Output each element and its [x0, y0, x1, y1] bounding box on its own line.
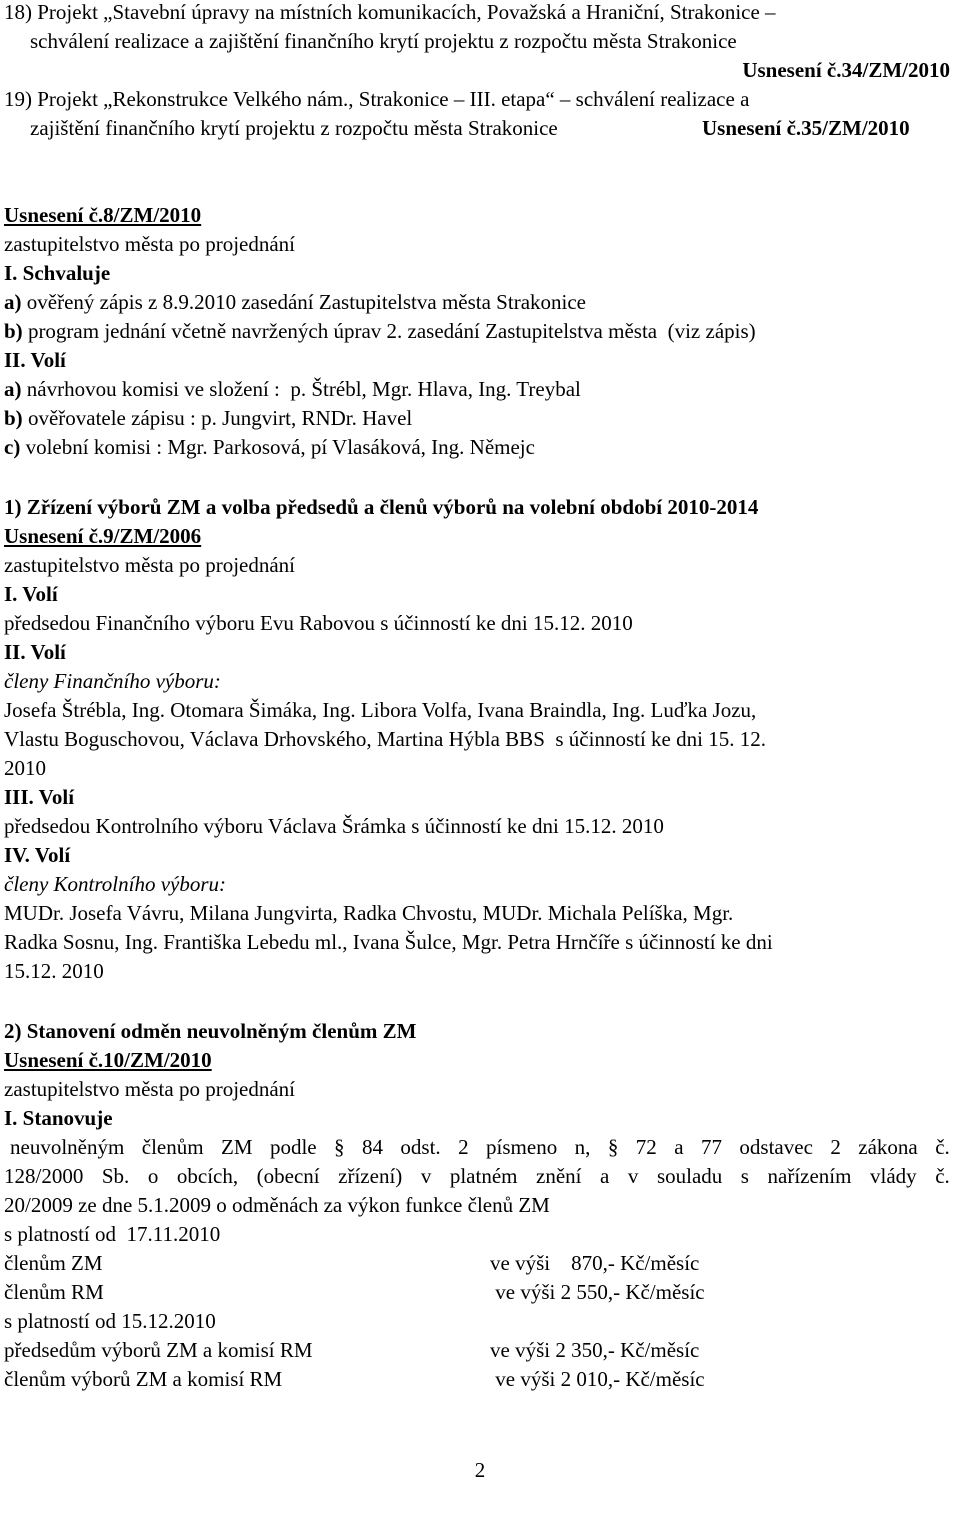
sec2-p1-word: §: [334, 1135, 345, 1159]
sec2-p2-word: platném: [449, 1164, 518, 1188]
sec2-p2-word: (obecní: [256, 1164, 320, 1188]
item18-line2: schválení realizace a zajištění finančního krytí projektu z rozpočtu města Strakonice: [30, 29, 737, 53]
sec1-text-i: předsedou Finančního výboru Evu Rabovou s účinností ke dni 15.12. 2010: [4, 611, 633, 635]
sec2-p2-word: nařízením: [767, 1164, 852, 1188]
res8-commission-c-label: c): [4, 435, 21, 459]
item19-line2: zajištění finančního krytí projektu z rozpočtu města Strakonice: [30, 116, 558, 140]
sec2-intro: zastupitelstvo města po projednání: [4, 1077, 296, 1101]
sec1-heading: 1) Zřízení výborů ZM a volba předsedů a členů výborů na volební období 2010-2014: [4, 495, 759, 519]
item19-line1: 19) Projekt „Rekonstrukce Velkého nám., Strakonice – III. etapa“ – schválení realizace a: [4, 87, 750, 111]
item18-line1: 18) Projekt „Stavební úpravy na místních komunikacích, Považská a Hraniční, Strakonice –: [4, 0, 776, 24]
sec2-p1-word: n,: [574, 1135, 591, 1159]
sec2-heading: 2) Stanovení odměn neuvolněným členům ZM: [4, 1019, 417, 1043]
sec1-text-iii: předsedou Kontrolního výboru Václava Šrámka s účinností ke dni 15.12. 2010: [4, 814, 664, 838]
sec2-row-zm-label: členům ZM: [4, 1251, 103, 1275]
sec2-row-zm: [4, 1251, 103, 1275]
sec1-heading-ii: II. Volí: [4, 640, 66, 664]
sec1-heading-iv: IV. Volí: [4, 843, 71, 867]
sec2-p1-word: ZM: [221, 1135, 253, 1159]
res8-item-b: [4, 319, 756, 343]
res8-commission-a-label: a): [4, 377, 22, 401]
sec1-resolution: Usnesení č.9/ZM/2006: [4, 524, 202, 548]
res8-item-a-text: ověřený zápis z 8.9.2010 zasedání Zastupitelstva města Strakonice: [21, 290, 586, 314]
sec2-row-rm-label: členům RM: [4, 1280, 104, 1304]
res8-commission-c-text: volební komisi : Mgr. Parkosová, pí Vlasáková, Ing. Němejc: [20, 435, 535, 459]
sec2-p1-word: podle: [269, 1135, 317, 1159]
sec1-text-iv-line3: 15.12. 2010: [4, 959, 104, 983]
res8-heading-voli: II. Volí: [4, 348, 66, 372]
sec2-p2-word: znění: [536, 1164, 582, 1188]
sec2-p2-word: a: [600, 1164, 610, 1188]
sec2-paragraph-line2: [4, 1164, 950, 1188]
sec1-intro: zastupitelstvo města po projednání: [4, 553, 296, 577]
sec2-row-zm-value: ve výši 870,- Kč/měsíc: [490, 1251, 700, 1275]
sec2-paragraph-line3: 20/2009 ze dne 5.1.2009 o odměnách za výkon funkce členů ZM: [4, 1193, 550, 1217]
res8-commission-c: [4, 435, 535, 459]
res8-item-a: [4, 290, 586, 314]
res8-commission-b-text: ověřovatele zápisu : p. Jungvirt, RNDr. Havel: [22, 406, 413, 430]
sec2-valid-from-1: s platností od 17.11.2010: [4, 1222, 221, 1246]
res8-item-b-label: b): [4, 319, 23, 343]
res8-item-b-text: program jednání včetně navržených úprav 2. zasedání Zastupitelstva města (viz zápis): [22, 319, 756, 343]
sec2-p1-word: č.: [935, 1135, 950, 1159]
res8-commission-b: [4, 406, 412, 430]
sec2-p1-word: 72: [635, 1135, 657, 1159]
res8-intro: zastupitelstvo města po projednání: [4, 232, 296, 256]
sec2-p2-word: vlády: [870, 1164, 917, 1188]
sec2-p1-word: neuvolněným: [10, 1135, 125, 1159]
sec2-row-rm: [4, 1280, 104, 1304]
sec2-valid-from-2: s platností od 15.12.2010: [4, 1309, 216, 1333]
sec2-p1-word: 77: [700, 1135, 722, 1159]
sec2-p1-word: odstavec: [739, 1135, 813, 1159]
sec1-heading-i: I. Volí: [4, 582, 58, 606]
res8-item-a-label: a): [4, 290, 22, 314]
sec2-p1-word: písmeno: [486, 1135, 558, 1159]
sec2-p2-word: souladu: [656, 1164, 723, 1188]
sec2-p2-word: Sb.: [101, 1164, 130, 1188]
sec2-p1-word: členům: [141, 1135, 204, 1159]
sec2-heading-i: I. Stanovuje: [4, 1106, 113, 1130]
res8-title: Usnesení č.8/ZM/2010: [4, 203, 202, 227]
sec2-row-chairs: [4, 1338, 313, 1362]
sec1-text-iv-line1: MUDr. Josefa Vávru, Milana Jungvirta, Radka Chvostu, MUDr. Michala Pelíška, Mgr.: [4, 901, 734, 925]
sec2-row-members: [4, 1367, 282, 1391]
sec2-p2-word: v: [420, 1164, 432, 1188]
res8-commission-b-label: b): [4, 406, 23, 430]
sec2-p2-word: č.: [935, 1164, 950, 1188]
sec2-p1-word: 2: [830, 1135, 841, 1159]
sec2-p2-word: v: [627, 1164, 639, 1188]
sec2-row-members-label: členům výborů ZM a komisí RM: [4, 1367, 283, 1391]
sec2-p2-word: obcích,: [176, 1164, 239, 1188]
sec1-text-ii-line1: Josefa Štrébla, Ing. Otomara Šimáka, Ing. Libora Volfa, Ivana Braindla, Ing. Luďka Jozu,: [4, 698, 757, 722]
sec2-p1-word: §: [607, 1135, 619, 1159]
sec2-row-chairs-value: ve výši 2 350,- Kč/měsíc: [490, 1338, 700, 1362]
page-number: 2: [474, 1458, 486, 1482]
sec2-p1-word: odst.: [400, 1135, 441, 1159]
sec2-paragraph-line1: [10, 1135, 950, 1159]
sec2-row-chairs-label: předsedům výborů ZM a komisí RM: [4, 1338, 313, 1362]
sec2-p1-word: zákona: [858, 1135, 918, 1159]
sec1-sub-ii: členy Finančního výboru:: [4, 669, 221, 693]
item18-resolution: Usnesení č.34/ZM/2010: [742, 58, 950, 82]
sec2-p2-word: s: [740, 1164, 749, 1188]
sec2-resolution: Usnesení č.10/ZM/2010: [4, 1048, 212, 1072]
sec2-p2-word: o: [147, 1164, 159, 1188]
sec2-row-rm-value: ve výši 2 550,- Kč/měsíc: [490, 1280, 705, 1304]
res8-commission-a-text: návrhovou komisi ve složení : p. Štrébl, Mgr. Hlava, Ing. Treybal: [21, 377, 581, 401]
sec1-sub-iv: členy Kontrolního výboru:: [4, 872, 227, 896]
res8-commission-a: [4, 377, 581, 401]
sec2-p1-word: a: [674, 1135, 684, 1159]
sec2-p1-word: 2: [458, 1135, 469, 1159]
sec1-text-ii-line3: 2010: [4, 756, 46, 780]
sec2-row-members-value: ve výši 2 010,- Kč/měsíc: [490, 1367, 705, 1391]
res8-heading-schvaluje: I. Schvaluje: [4, 261, 111, 285]
sec1-heading-iii: III. Volí: [4, 785, 75, 809]
item19-resolution: Usnesení č.35/ZM/2010: [702, 116, 910, 140]
sec1-text-iv-line2: Radka Sosnu, Ing. Františka Lebedu ml., Ivana Šulce, Mgr. Petra Hrnčíře s účinností ke dni: [4, 930, 773, 954]
sec1-text-ii-line2: Vlastu Boguschovou, Václava Drhovského, Martina Hýbla BBS s účinností ke dni 15. 12.: [4, 727, 766, 751]
sec2-p2-word: 128/2000: [4, 1164, 84, 1188]
sec2-p2-word: zřízení): [338, 1164, 403, 1188]
sec2-p1-word: 84: [361, 1135, 383, 1159]
